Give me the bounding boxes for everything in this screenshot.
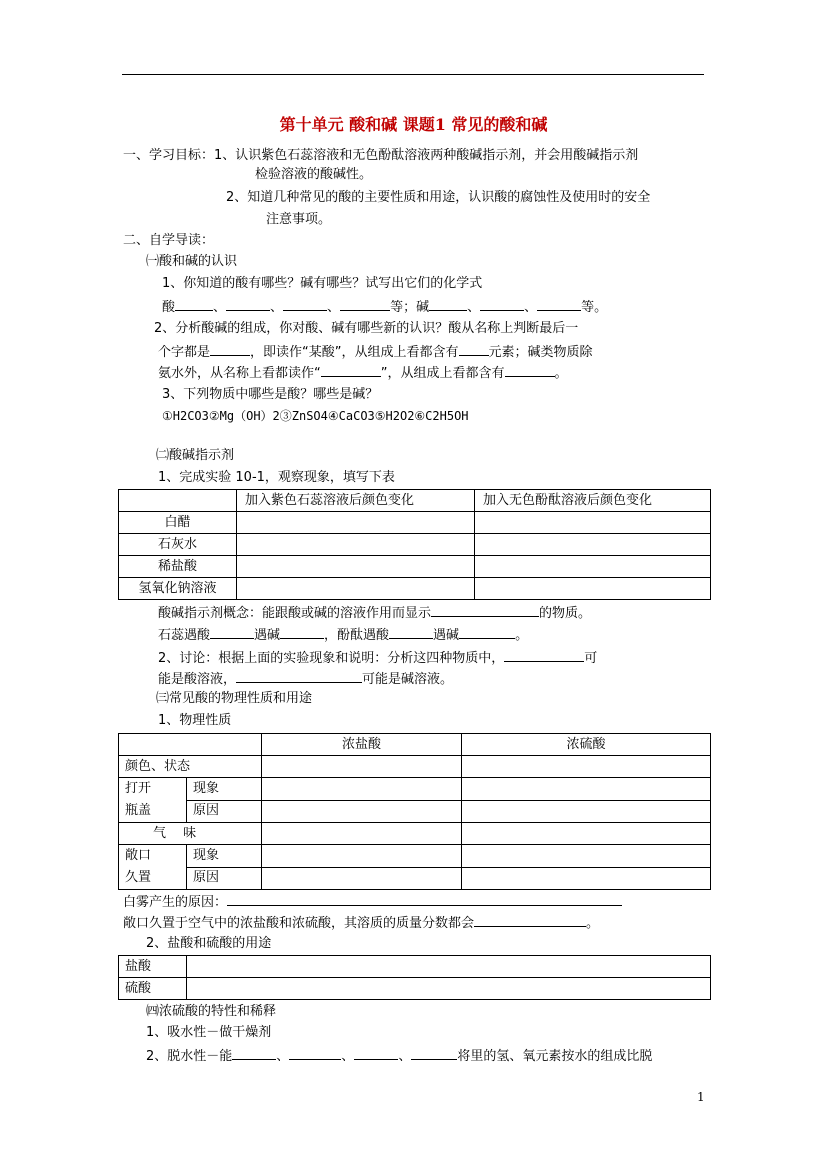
- table-row: [119, 756, 711, 778]
- blank[interactable]: [459, 341, 489, 356]
- answer-cell[interactable]: [475, 578, 711, 600]
- table-cell: [119, 490, 237, 512]
- q3-list: ①H2CO3②Mg（OH）2③ZnSO4④CaCO3⑤H2O2⑥C2H5OH: [162, 409, 469, 423]
- sub-label: 现象: [187, 845, 262, 868]
- blank[interactable]: [232, 1045, 276, 1060]
- table-row: [119, 556, 711, 578]
- row-label: 白醋: [119, 512, 237, 534]
- q1: 1、你知道的酸有哪些？碱有哪些？试写出它们的化学式: [162, 276, 483, 291]
- row-label: 颜色、状态: [119, 756, 262, 778]
- p3-q1: 1、物理性质: [158, 713, 232, 728]
- row-label: 气 味: [119, 823, 262, 845]
- blank[interactable]: [354, 1045, 398, 1060]
- blank[interactable]: [504, 647, 584, 662]
- answer-cell[interactable]: [237, 534, 475, 556]
- row-label: 石灰水: [119, 534, 237, 556]
- q3: 3、下列物质中哪些是酸？哪些是碱？: [162, 387, 379, 402]
- blank[interactable]: [236, 668, 362, 683]
- header-rule: [122, 74, 704, 75]
- row-label: 敞口 久置: [119, 845, 187, 890]
- table-header: 加入无色酚酞溶液后颜色变化: [475, 490, 711, 512]
- answer-cell[interactable]: [475, 534, 711, 556]
- table-row: [119, 800, 711, 823]
- row-label: 稀盐酸: [119, 556, 237, 578]
- answer-cell[interactable]: [262, 800, 462, 823]
- exposed-line: 敞口久置于空气中的浓盐酸和浓硫酸，其溶质的质量分数都会 。: [123, 912, 599, 934]
- blank[interactable]: [321, 362, 381, 377]
- blank[interactable]: [227, 891, 622, 906]
- part4-heading: ㈣浓硫酸的特性和稀释: [146, 1004, 277, 1019]
- table-row: [119, 534, 711, 556]
- litmus-line: 石蕊遇酸 遇碱 ，酚酞遇酸 遇碱 。: [158, 624, 528, 646]
- answer-cell[interactable]: [462, 778, 711, 801]
- row-label: 硫酸: [119, 978, 187, 1000]
- row-label: 盐酸: [119, 956, 187, 978]
- row-label: 氢氧化钠溶液: [119, 578, 237, 600]
- blank[interactable]: [226, 296, 270, 311]
- answer-cell[interactable]: [262, 756, 462, 778]
- answer-cell[interactable]: [462, 756, 711, 778]
- goals-line-1-cont: 检验溶液的酸碱性。: [255, 167, 373, 182]
- answer-cell[interactable]: [462, 867, 711, 890]
- table-row: [119, 845, 711, 868]
- answer-cell[interactable]: [262, 778, 462, 801]
- goals-line-2-cont: 注意事项。: [266, 212, 332, 227]
- answer-cell[interactable]: [475, 512, 711, 534]
- table-row: [119, 823, 711, 845]
- blank[interactable]: [429, 296, 467, 311]
- q2-line-2: 个字都是 ，即读作“某酸”，从组成上看都含有 元素；碱类物质除: [158, 341, 593, 363]
- q1-answer-line: 酸 、 、 、 等；碱 、 、 等。: [162, 296, 607, 318]
- fog-reason: 白雾产生的原因：: [123, 891, 622, 913]
- table-header: 浓盐酸: [262, 734, 462, 756]
- blank[interactable]: [474, 912, 586, 927]
- p2-q1: 1、完成实验 10-1，观察现象，填写下表: [158, 470, 395, 485]
- blank[interactable]: [175, 296, 213, 311]
- discussion-line-1: 2、讨论：根据上面的实验现象和说明：分析这四种物质中， 可: [158, 647, 597, 669]
- answer-cell[interactable]: [262, 823, 462, 845]
- answer-cell[interactable]: [475, 556, 711, 578]
- blank[interactable]: [459, 624, 515, 639]
- answer-cell[interactable]: [462, 823, 711, 845]
- table-header: 加入紫色石蕊溶液后颜色变化: [237, 490, 475, 512]
- table-header: 浓硫酸: [462, 734, 711, 756]
- sub-label: 现象: [187, 778, 262, 801]
- section-heading: 二、自学导读：: [123, 233, 215, 248]
- part1-heading: ㈠酸和碱的认识: [146, 254, 238, 269]
- p4-q1: 1、吸水性－做干燥剂: [146, 1025, 272, 1040]
- answer-cell[interactable]: [462, 800, 711, 823]
- answer-cell[interactable]: [237, 556, 475, 578]
- part3-heading: ㈢常见酸的物理性质和用途: [156, 691, 313, 706]
- q2-line-1: 2、分析酸碱的组成，你对酸、碱有哪些新的认识？酸从名称上判断最后一: [154, 321, 579, 336]
- answer-cell[interactable]: [462, 845, 711, 868]
- blank[interactable]: [411, 1045, 457, 1060]
- acid-properties-table: [118, 733, 711, 890]
- row-label: 打开 瓶盖: [119, 778, 187, 823]
- indicator-concept: 酸碱指示剂概念：能跟酸或碱的溶液作用而显示 的物质。: [158, 602, 591, 624]
- blank[interactable]: [480, 296, 524, 311]
- answer-cell[interactable]: [187, 978, 711, 1000]
- p4-q2: 2、脱水性－能 、 、 、 将里的氢、氧元素按水的组成比脱: [146, 1045, 652, 1067]
- goals-line-1: 一、学习目标：1、认识紫色石蕊溶液和无色酚酞溶液两种酸碱指示剂，并会用酸碱指示剂: [123, 148, 639, 163]
- blank[interactable]: [431, 602, 539, 617]
- table-row: [119, 490, 711, 512]
- answer-cell[interactable]: [237, 512, 475, 534]
- blank[interactable]: [289, 1045, 341, 1060]
- part2-heading: ㈡酸碱指示剂: [156, 448, 235, 463]
- answer-cell[interactable]: [262, 845, 462, 868]
- table-row: [119, 512, 711, 534]
- blank[interactable]: [210, 624, 254, 639]
- indicator-table: [118, 489, 711, 600]
- table-row: [119, 578, 711, 600]
- table-row: [119, 978, 711, 1000]
- goals-line-2: 2、知道几种常见的酸的主要性质和用途，认识酸的腐蚀性及使用时的安全: [226, 190, 651, 205]
- blank[interactable]: [280, 624, 324, 639]
- sub-label: 原因: [187, 867, 262, 890]
- answer-cell[interactable]: [262, 867, 462, 890]
- acid-uses-table: [118, 955, 711, 1000]
- blank[interactable]: [340, 296, 390, 311]
- page-number: 1: [697, 1090, 705, 1104]
- blank[interactable]: [505, 362, 555, 377]
- blank[interactable]: [389, 624, 433, 639]
- table-row: [119, 734, 711, 756]
- answer-cell[interactable]: [187, 956, 711, 978]
- blank[interactable]: [537, 296, 581, 311]
- table-row: [119, 867, 711, 890]
- answer-cell[interactable]: [237, 578, 475, 600]
- table-row: [119, 778, 711, 801]
- blank[interactable]: [283, 296, 327, 311]
- q2-line-3: 氨水外，从名称上看都读作“ ”，从组成上看都含有 。: [158, 362, 568, 384]
- sub-label: 原因: [187, 800, 262, 823]
- table-row: [119, 956, 711, 978]
- p3-q2: 2、盐酸和硫酸的用途: [146, 936, 272, 951]
- table-cell: [119, 734, 262, 756]
- blank[interactable]: [210, 341, 250, 356]
- page-title: 第十单元 酸和碱 课题1 常见的酸和碱: [279, 115, 548, 134]
- discussion-line-2: 能是酸溶液， 可能是碱溶液。: [158, 668, 453, 690]
